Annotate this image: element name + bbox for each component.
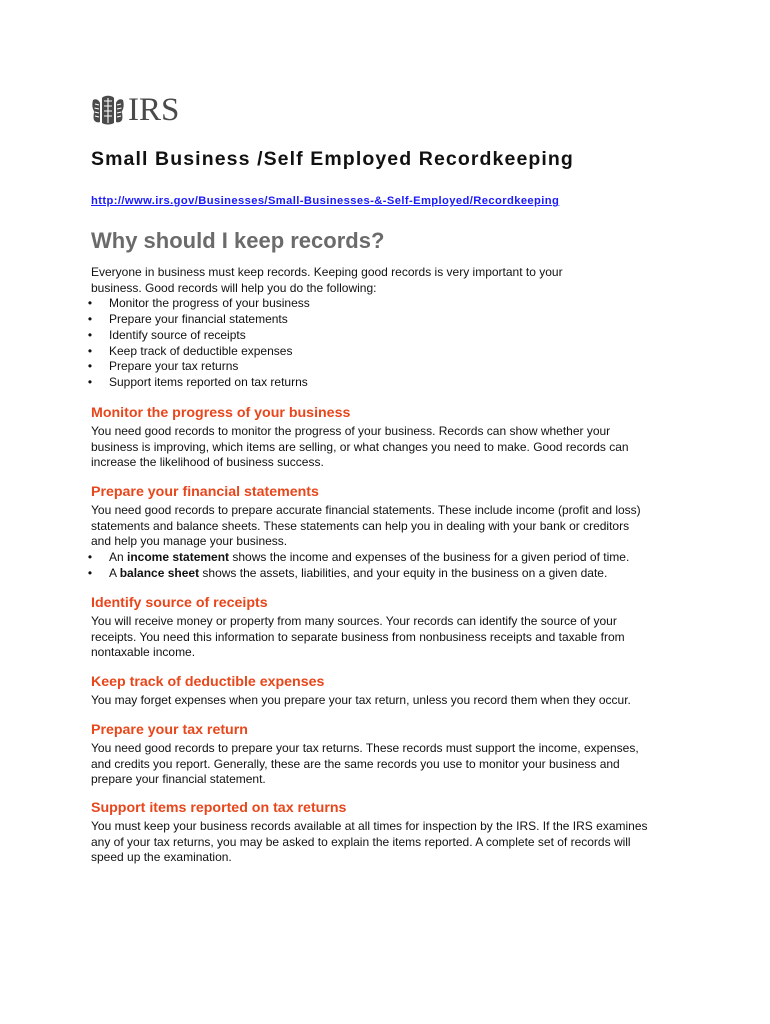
paragraph-line: You may forget expenses when you prepare your tax return, unless you record them when they occur.: [91, 693, 631, 707]
list-item: • Support items reported on tax returns: [91, 375, 691, 391]
paragraph-line: You need good records to prepare accurate financial statements. These include income (profit and loss): [91, 503, 641, 517]
paragraph-line: receipts. You need this information to separate business from nonbusiness receipts and taxable from: [91, 629, 625, 644]
section-heading: Monitor the progress of your business: [91, 405, 351, 421]
bullet-icon: •: [87, 565, 93, 580]
section-monitor-progress: [91, 405, 691, 471]
paragraph-line: speed up the examination.: [91, 850, 232, 865]
bullet-icon: •: [87, 296, 93, 311]
financial-bullet-list: [87, 550, 691, 581]
bullet-icon: •: [87, 343, 93, 358]
section-financial-statements: [87, 484, 691, 582]
intro-section: [87, 265, 691, 391]
paragraph-line: You need good records to monitor the progress of your business. Records can show whether your: [91, 424, 611, 438]
list-item: • Prepare your tax returns: [91, 359, 691, 375]
section-deductible-expenses: [91, 674, 691, 709]
section-heading: Prepare your financial statements: [91, 484, 319, 500]
irs-logo-text: IRS: [128, 92, 180, 128]
list-item: • Keep track of deductible expenses: [91, 344, 691, 360]
paragraph-line: and help you manage your business.: [91, 534, 288, 549]
bullet-icon: •: [87, 327, 93, 342]
intro-line: business. Good records will help you do the following:: [91, 280, 377, 295]
main-heading: Why should I keep records?: [91, 228, 385, 253]
list-item: • An income statement shows the income and expenses of the business for a given period of time.: [91, 550, 691, 566]
list-item: • Prepare your financial statements: [91, 312, 691, 328]
list-item: • Identify source of receipts: [91, 328, 691, 344]
paragraph-line: any of your tax returns, you may be asked to explain the items reported. A complete set of records will: [91, 834, 631, 849]
list-item: • A balance sheet shows the assets, liabilities, and your equity in the business on a given date.: [91, 566, 691, 582]
paragraph-line: statements and balance sheets. These statements can help you in dealing with your bank or creditors: [91, 518, 630, 533]
bullet-icon: •: [87, 312, 93, 327]
section-heading: Support items reported on tax returns: [91, 800, 347, 816]
paragraph-line: You must keep your business records available at all times for inspection by the IRS. If the IRS examines: [91, 819, 648, 833]
bullet-icon: •: [87, 550, 93, 565]
paragraph-line: business is improving, which items are selling, or what changes you need to make. Good records can: [91, 439, 629, 454]
intro-bullet-list: [87, 296, 691, 390]
paragraph-line: nontaxable income.: [91, 645, 196, 660]
section-support-items: [91, 800, 691, 866]
irs-logo: [90, 92, 179, 128]
paragraph-line: You need good records to prepare your tax returns. These records must support the income, expenses,: [91, 741, 639, 755]
bullet-icon: •: [87, 359, 93, 374]
paragraph-line: increase the likelihood of business success.: [91, 455, 324, 470]
section-heading: Prepare your tax return: [91, 722, 248, 738]
intro-line: Everyone in business must keep records. Keeping good records is very important to your: [91, 265, 563, 279]
section-heading: Keep track of deductible expenses: [91, 674, 325, 690]
paragraph-line: You will receive money or property from many sources. Your records can identify the source of your: [91, 614, 617, 628]
paragraph-line: prepare your financial statement.: [91, 772, 266, 787]
list-item: • Monitor the progress of your business: [91, 296, 691, 312]
document-title: Small Business /Self Employed Recordkeeping: [91, 148, 574, 170]
bullet-icon: •: [87, 374, 93, 389]
paragraph-line: and credits you report. Generally, these are the same records you use to monitor your business and: [91, 756, 620, 771]
section-identify-receipts: [91, 595, 691, 661]
section-heading: Identify source of receipts: [91, 595, 268, 611]
recordkeeping-link[interactable]: http://www.irs.gov/Businesses/Small-Businesses-&-Self-Employed/Recordkeeping: [91, 195, 560, 207]
irs-eagle-icon: [90, 92, 126, 128]
section-prepare-tax-return: [91, 722, 691, 788]
